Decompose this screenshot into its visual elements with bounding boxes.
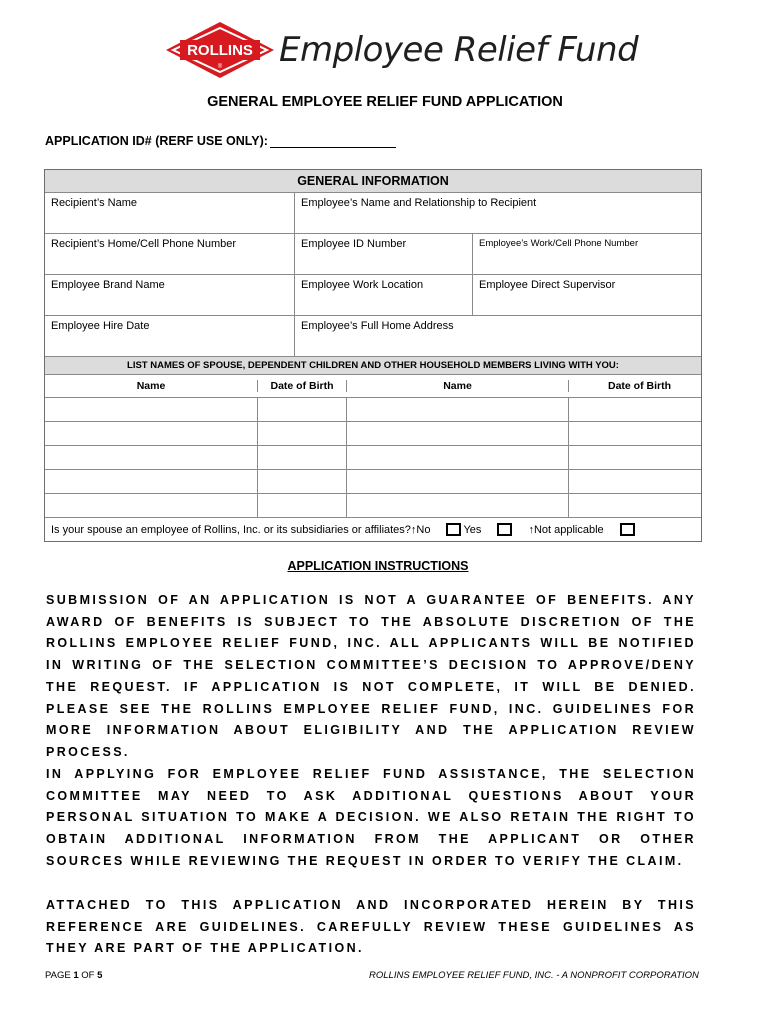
brand-name-field[interactable]: Employee Brand Name <box>51 279 165 291</box>
household-dob-cell[interactable] <box>568 494 701 517</box>
no-checkbox[interactable] <box>446 523 461 536</box>
instructions-paragraph: ATTACHED TO THIS APPLICATION AND INCORPORATED HEREIN BY THIS REFERENCE ARE GUIDELINES. CAREFULLY REVIEW THESE GUIDELINES AS THEY ARE PART OF THE APPLICATION. <box>46 898 696 956</box>
form-row <box>45 274 701 315</box>
application-id-field <box>45 134 396 148</box>
logo-text: ROLLINS <box>187 42 253 59</box>
table-row <box>45 397 701 421</box>
general-info-heading: GENERAL INFORMATION <box>45 170 701 192</box>
arrow-icon: ↑ <box>410 523 417 536</box>
column-header-name: Name <box>346 380 568 392</box>
recipient-phone-field[interactable]: Recipient’s Home/Cell Phone Number <box>51 238 237 250</box>
form-row <box>45 233 701 274</box>
arrow-icon: ↑ <box>528 523 534 536</box>
employee-id-field[interactable]: Employee ID Number <box>294 234 472 274</box>
supervisor-field[interactable]: Employee Direct Supervisor <box>472 275 701 315</box>
household-name-cell[interactable] <box>45 398 257 421</box>
instructions-paragraph: IN APPLYING FOR EMPLOYEE RELIEF FUND ASSISTANCE, THE SELECTION COMMITTEE MAY NEED TO ASK ADDITIONAL QUESTIONS ABOUT YOUR PERSONAL SITUATION TO MAKE A DECISION. WE ALSO RETAIN THE RIGHT TO OBTAIN ADDITIONAL INFORMATION FROM THE APPLICANT OR OTHER SOURCES WHILE REVIEWING THE REQUEST IN ORDER TO VERIFY THE CLAIM. <box>46 767 696 868</box>
household-name-cell[interactable] <box>346 398 568 421</box>
employee-relationship-field[interactable]: Employee’s Name and Relationship to Recipient <box>294 193 701 233</box>
household-dob-cell[interactable] <box>568 470 701 493</box>
table-row <box>45 421 701 445</box>
household-dob-cell[interactable] <box>257 422 346 445</box>
household-dob-cell[interactable] <box>568 446 701 469</box>
column-header-dob: Date of Birth <box>257 380 346 392</box>
instructions-heading: APPLICATION INSTRUCTIONS <box>287 559 469 573</box>
household-name-cell[interactable] <box>346 470 568 493</box>
table-row <box>45 469 701 493</box>
column-header-name: Name <box>136 380 166 392</box>
page-number: PAGE 1 OF 5 <box>45 970 103 981</box>
household-name-cell[interactable] <box>45 494 257 517</box>
column-header-dob: Date of Birth <box>568 380 701 392</box>
header <box>164 20 639 80</box>
household-dob-cell[interactable] <box>568 422 701 445</box>
instructions-paragraph: SUBMISSION OF AN APPLICATION IS NOT A GUARANTEE OF BENEFITS. ANY AWARD OF BENEFITS IS SUBJECT TO THE ABSOLUTE DISCRETION OF THE ROLLINS EMPLOYEE RELIEF FUND, INC. ALL APPLICANTS WILL BE NOTIFIED IN WRITING OF THE SELECTION COMMITTEE’S DECISION TO APPROVE/DENY THE REQUEST. IF APPLICATION IS NOT COMPLETE, IT WILL BE DENIED. PLEASE SEE THE ROLLINS EMPLOYEE RELIEF FUND, INC. GUIDELINES FOR MORE INFORMATION ABOUT ELIGIBILITY AND THE APPLICATION REVIEW PROCESS. <box>46 593 696 759</box>
application-form <box>44 169 702 542</box>
option-no-label: No <box>416 523 431 536</box>
household-column-headers <box>45 374 701 397</box>
household-dob-cell[interactable] <box>257 446 346 469</box>
household-dob-cell[interactable] <box>257 470 346 493</box>
household-name-cell[interactable] <box>45 422 257 445</box>
household-name-cell[interactable] <box>346 422 568 445</box>
yes-checkbox[interactable] <box>497 523 512 536</box>
option-yes-label: Yes <box>463 523 482 536</box>
not-applicable-checkbox[interactable] <box>620 523 635 536</box>
household-name-cell[interactable] <box>346 494 568 517</box>
home-address-field[interactable]: Employee’s Full Home Address <box>294 316 701 356</box>
household-dob-cell[interactable] <box>257 494 346 517</box>
household-name-cell[interactable] <box>45 470 257 493</box>
form-row <box>45 315 701 356</box>
household-dob-cell[interactable] <box>257 398 346 421</box>
spouse-question: Is your spouse an employee of Rollins, Inc. or its subsidiaries or affiliates? <box>51 523 411 536</box>
spouse-question-row <box>45 517 701 541</box>
table-row <box>45 445 701 469</box>
household-heading: LIST NAMES OF SPOUSE, DEPENDENT CHILDREN AND OTHER HOUSEHOLD MEMBERS LIVING WITH YOU: <box>45 356 701 374</box>
rollins-logo <box>164 20 276 80</box>
application-id-label: APPLICATION ID# (RERF USE ONLY): <box>45 134 268 148</box>
application-id-blank[interactable] <box>270 135 396 148</box>
fund-title: Employee Relief Fund <box>279 30 639 70</box>
household-name-cell[interactable] <box>346 446 568 469</box>
form-row <box>45 192 701 233</box>
household-name-cell[interactable] <box>45 446 257 469</box>
employee-work-phone-field[interactable]: Employee’s Work/Cell Phone Number <box>472 234 701 274</box>
recipient-name-field[interactable]: Recipient’s Name <box>51 197 138 209</box>
svg-text:®: ® <box>217 64 223 70</box>
household-dob-cell[interactable] <box>568 398 701 421</box>
table-row <box>45 493 701 517</box>
hire-date-field[interactable]: Employee Hire Date <box>51 320 150 332</box>
footer-organization: ROLLINS EMPLOYEE RELIEF FUND, INC. - A NONPROFIT CORPORATION <box>369 970 699 981</box>
work-location-field[interactable]: Employee Work Location <box>294 275 472 315</box>
document-title: GENERAL EMPLOYEE RELIEF FUND APPLICATION <box>207 94 563 110</box>
option-na-label: Not applicable <box>533 523 604 536</box>
